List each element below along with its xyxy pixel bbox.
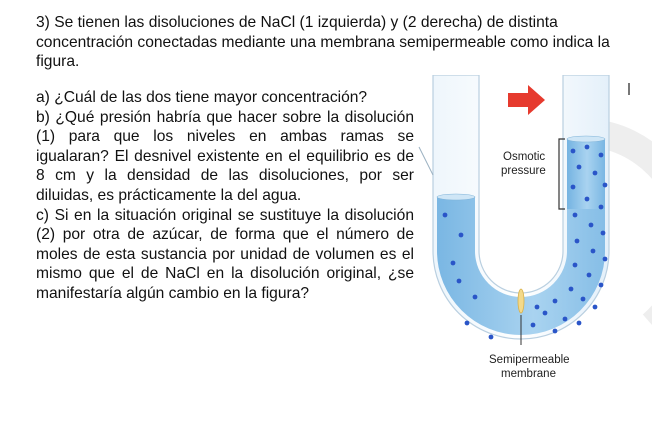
right-meniscus bbox=[567, 136, 605, 142]
tube-rim-left bbox=[419, 147, 433, 175]
question-a: a) ¿Cuál de las dos tiene mayor concentración? bbox=[36, 89, 368, 106]
left-meniscus bbox=[437, 194, 475, 200]
background-watermark bbox=[605, 135, 652, 325]
question-b: b) ¿Qué presión habría que hacer sobre la disolución (1) para que los niveles en ambas ramas se igualaran? El desnivel existente en el equilibrio es de 8 cm y la densidad de las disoluciones, por ser diluidas, es prácticamente la del agua. bbox=[36, 108, 414, 204]
membrane-label-2: membrane bbox=[501, 368, 556, 380]
membrane-label-1: Semipermeable bbox=[489, 354, 570, 366]
osmotic-label-2: pressure bbox=[501, 165, 546, 177]
semipermeable-membrane bbox=[518, 289, 524, 313]
osmotic-label-1: Osmotic bbox=[503, 151, 546, 163]
red-arrow-icon bbox=[508, 85, 545, 115]
question-intro: 3) Se tienen las disoluciones de NaCl (1 izquierda) y (2 derecha) de distinta concentración conectadas mediante una membrana semipermeable como indica la figura. bbox=[36, 14, 610, 71]
u-tube-figure bbox=[415, 75, 652, 395]
question-c: c) Si en la situación original se sustituye la disolución (2) por otra de azúcar, de forma que el número de moles de esta sustancia por unidad de volumen es el mismo que el de NaCl en la disolución original, ¿se manifestaría algún cambio en la figura? bbox=[36, 206, 414, 302]
u-tube-diagram bbox=[415, 75, 652, 395]
questions-block bbox=[36, 88, 414, 304]
